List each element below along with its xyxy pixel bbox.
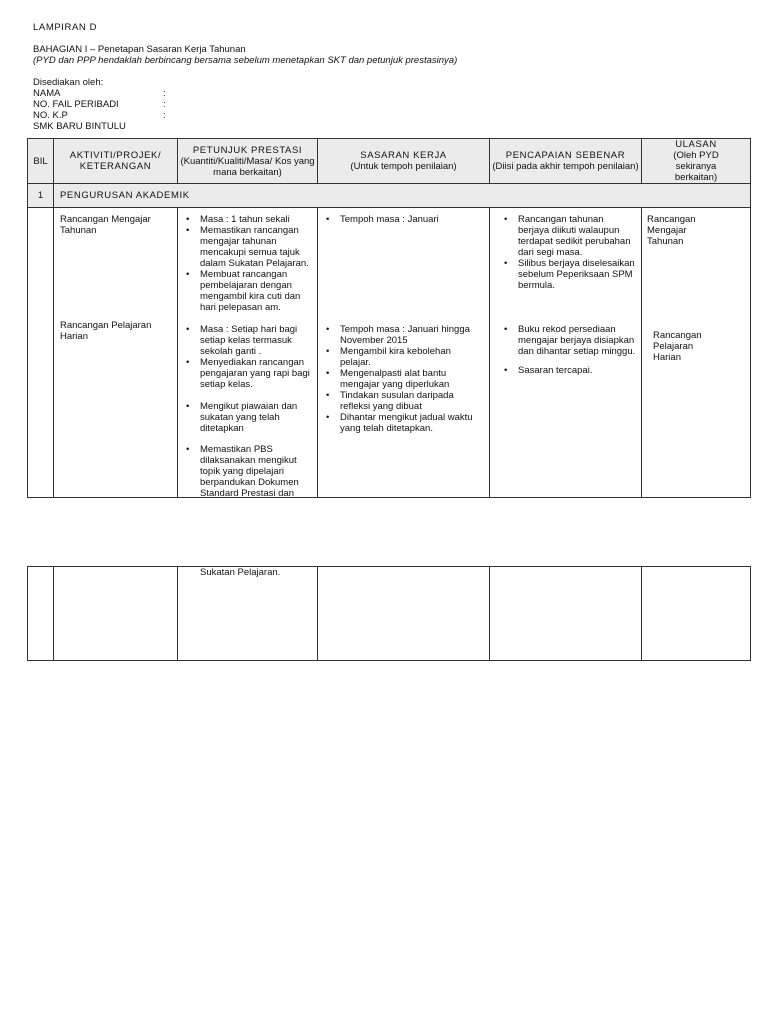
- school-name: SMK BARU BINTULU: [33, 121, 126, 132]
- ulasan-cell: [642, 567, 751, 661]
- table-header-row: [28, 139, 751, 184]
- list-item: • Memastikan PBS dilaksanakan mengikut topik yang dipelajari berpandukan Dokumen Standard Prestasi dan: [178, 444, 312, 499]
- field-nama: [33, 88, 733, 99]
- sasaran-list-jadual: [318, 412, 483, 434]
- col-aktiviti-header: AKTIVITI/PROJEK/ KETERANGAN: [54, 139, 178, 184]
- field-no-kp: [33, 110, 733, 121]
- col-ulasan-header: ULASAN (Oleh PYD sekiranya berkaitan): [642, 139, 751, 184]
- lampiran-label: LAMPIRAN D: [33, 22, 98, 33]
- field-label: NAMA: [33, 88, 61, 99]
- petunjuk-cell: [178, 567, 318, 661]
- skt-table: [27, 138, 751, 498]
- list-item: • Masa : 1 tahun sekali: [178, 214, 312, 225]
- aktiviti-rph: Rancangan Pelajaran Harian: [60, 320, 152, 342]
- petunjuk-list-pbs: [178, 444, 312, 499]
- ulasan-rmt: Rancangan Mengajar Tahunan: [647, 214, 696, 247]
- ulasan-rph: Rancangan Pelajaran Harian: [653, 330, 702, 363]
- aktiviti-cell: [54, 567, 178, 661]
- section-row: [28, 184, 751, 208]
- sasaran-list-rph: [318, 324, 483, 412]
- list-item: • Tempoh masa : Januari hingga November 2015: [318, 324, 483, 346]
- list-item: • Membuat rancangan pembelajaran dengan mengambil kira cuti dan hari pelepasan am.: [178, 269, 312, 313]
- bahagian-title: BAHAGIAN I – Penetapan Sasaran Kerja Tahunan: [33, 44, 246, 55]
- list-item: • Masa : Setiap hari bagi setiap kelas termasuk sekolah ganti .: [178, 324, 312, 357]
- list-item: • Memastikan rancangan mengajar tahunan mencakupi semua tajuk dalam Sukatan Pelajaran.: [178, 225, 312, 269]
- list-item: • Tindakan susulan daripada refleksi yang dibuat: [318, 390, 483, 412]
- document-header: [33, 22, 733, 132]
- continuation-text: Sukatan Pelajaran.: [200, 567, 281, 578]
- list-item: • Mengambil kira kebolehan pelajar.: [318, 346, 483, 368]
- list-item: • Mengenalpasti alat bantu mengajar yang diperlukan: [318, 368, 483, 390]
- col-pencapaian-header: PENCAPAIAN SEBENAR (Diisi pada akhir tempoh penilaian): [490, 139, 642, 184]
- petunjuk-list-rmt: [178, 214, 312, 313]
- list-item: • Menyediakan rancangan pengajaran yang rapi bagi setiap kelas.: [178, 357, 312, 390]
- pencapaian-list-rph: [496, 324, 636, 376]
- field-colon: :: [163, 99, 166, 110]
- ulasan-cell: [642, 208, 751, 498]
- pencapaian-cell: [490, 567, 642, 661]
- petunjuk-cell: [178, 208, 318, 498]
- petunjuk-list-rph: [178, 324, 312, 390]
- col-sasaran-header: SASARAN KERJA (Untuk tempoh penilaian): [318, 139, 490, 184]
- prepared-by-label: Disediakan oleh:: [33, 77, 104, 88]
- col-petunjuk-header: PETUNJUK PRESTASI (Kuantiti/Kualiti/Masa/ Kos yang mana berkaitan): [178, 139, 318, 184]
- pencapaian-cell: [490, 208, 642, 498]
- col-bil-header: BIL: [28, 139, 54, 184]
- table-row: [28, 567, 751, 661]
- list-item: • Rancangan tahunan berjaya diikuti walaupun terdapat sedikit perubahan dari segi masa.: [496, 214, 636, 258]
- bil-cell: [28, 567, 54, 661]
- section-title: PENGURUSAN AKADEMIK: [54, 184, 751, 208]
- field-label: NO. K.P: [33, 110, 68, 121]
- section-number: 1: [28, 184, 54, 208]
- list-item: • Buku rekod persediaan mengajar berjaya disiapkan dan dihantar setiap minggu.: [496, 324, 636, 357]
- list-item: • Mengikut piawaian dan sukatan yang telah ditetapkan: [178, 401, 312, 434]
- aktiviti-cell: [54, 208, 178, 498]
- table-row: [28, 208, 751, 498]
- bil-cell: [28, 208, 54, 498]
- list-item: • Dihantar mengikut jadual waktu yang telah ditetapkan.: [318, 412, 483, 434]
- sasaran-cell: [318, 567, 490, 661]
- aktiviti-rmt: Rancangan Mengajar Tahunan: [60, 214, 151, 236]
- list-item: • Silibus berjaya diselesaikan sebelum Peperiksaan SPM bermula.: [496, 258, 636, 291]
- sasaran-list-rmt: [318, 214, 483, 225]
- skt-table-continuation: [27, 566, 751, 661]
- pencapaian-list-rmt: [496, 214, 636, 291]
- instruction-note: (PYD dan PPP hendaklah berbincang bersama sebelum menetapkan SKT dan petunjuk prestasinya): [33, 55, 458, 66]
- field-no-fail: [33, 99, 733, 110]
- list-item: • Sasaran tercapai.: [496, 365, 636, 376]
- sasaran-cell: [318, 208, 490, 498]
- field-colon: :: [163, 88, 166, 99]
- field-colon: :: [163, 110, 166, 121]
- petunjuk-list-piawaian: [178, 401, 312, 434]
- field-label: NO. FAIL PERIBADI: [33, 99, 119, 110]
- list-item: • Tempoh masa : Januari: [318, 214, 483, 225]
